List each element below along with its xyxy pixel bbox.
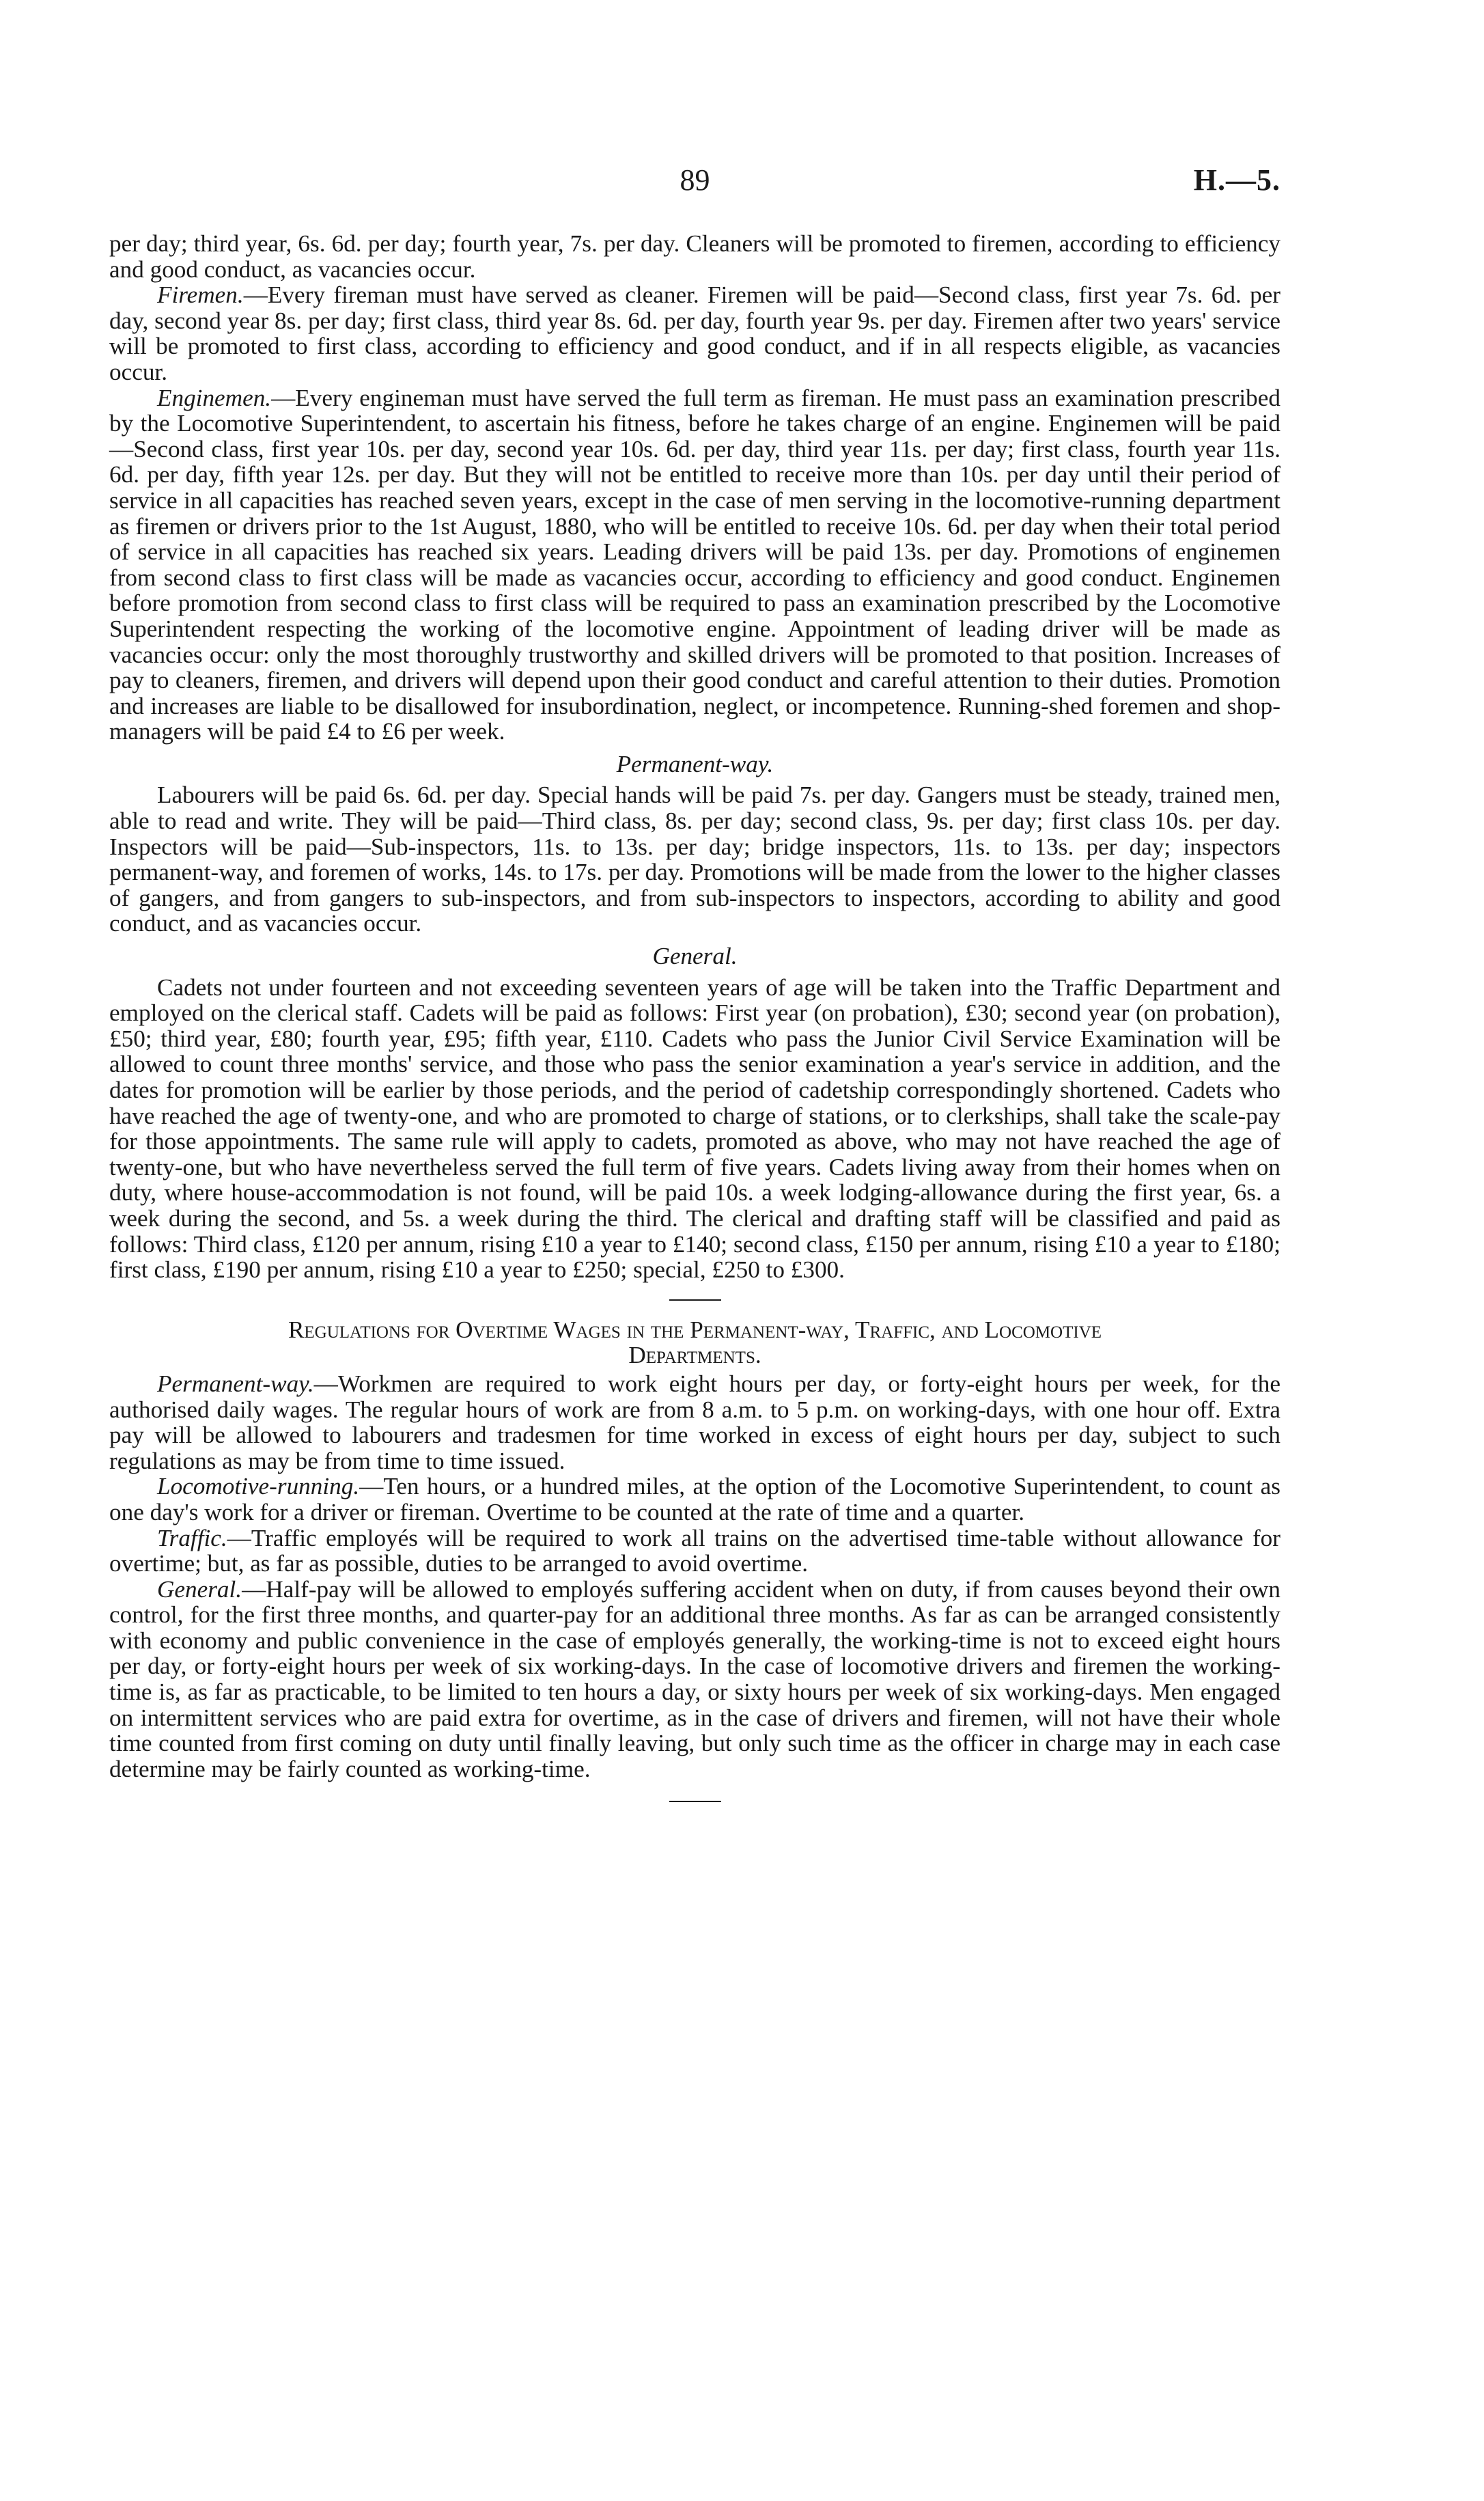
section-divider <box>669 1299 721 1301</box>
page-header <box>109 163 1280 204</box>
firemen-label: Firemen. <box>157 281 244 309</box>
heading-overtime-line-1: Regulations for Overtime Wages in the Permanent-way, Traffic, and Locomotive <box>288 1316 1102 1343</box>
paragraph-cadets: Cadets not under fourteen and not exceeding seventeen years of age will be taken into the Traffic Department and employed on the clerical staff. Cadets will be paid as follows: First year (on probation), £30; second year (on probation), £50; third year, £80; fourth year, £95; fifth year, £110. Cadets who pass the Junior Civil Service Examination will be allowed to count three months' service, and those who pass the senior examination a year's service in addition, and the dates for promotion will be earlier by those periods, and the period of cadetship correspondingly shortened. Cadets who have reached the age of twenty-one, and who are promoted to charge of stations, or to clerkships, shall take the scale-pay for those appointments. The same rule will apply to cadets, promoted as above, who may not have reached the age of twenty-one, but who have nevertheless served the full term of five years. Cadets living away from their homes when on duty, where house-accommodation is not found, will be paid 10s. a week lodging-allowance during the first year, 6s. a week during the second, and 5s. a week during the third. The clerical and drafting staff will be classified and paid as follows: Third class, £120 per annum, rising £10 a year to £140; second class, £150 per annum, rising £10 a year to £180; first class, £190 per annum, rising £10 a year to £250; special, £250 to £300. <box>109 973 1280 1284</box>
paragraph-overtime-general <box>109 1577 1280 1782</box>
heading-general: General. <box>652 943 738 970</box>
paragraph-overtime-permanent-way <box>109 1371 1280 1474</box>
heading-overtime-regulations <box>109 1317 1280 1368</box>
paragraph-overtime-locomotive <box>109 1474 1280 1525</box>
overtime-permanent-way-label: Permanent-way. <box>157 1370 314 1397</box>
page-body <box>109 231 1280 1819</box>
paragraph-overtime-traffic <box>109 1525 1280 1577</box>
overtime-traffic-text: —Traffic employés will be required to work all trains on the advertised time-table without allowance for overtime; but, as far as possible, duties to be arranged to avoid overtime. <box>109 1524 1280 1577</box>
end-divider <box>669 1801 721 1802</box>
paragraph-permanent-way: Labourers will be paid 6s. 6d. per day. Special hands will be paid 7s. per day. Gangers must be steady, trained men, able to read and write. They will be paid—Third class, 8s. per day; second class, 9s. per day; first class 10s. per day. Inspectors will be paid—Sub-inspectors, 11s. to 13s. per day; bridge inspectors, 11s. to 13s. per day; inspectors permanent-way, and foremen of works, 14s. to 17s. per day. Promotions will be made from the lower to the higher classes of gangers, and from gangers to sub-inspectors, and from sub-inspectors to inspectors, according to ability and good conduct, and as vacancies occur. <box>109 782 1280 937</box>
overtime-traffic-label: Traffic. <box>157 1524 227 1551</box>
enginemen-text: —Every engineman must have served the full term as fireman. He must pass an examination prescribed by the Locomotive Superintendent, to ascertain his fitness, before he takes charge of an engine. Enginemen will be paid—Second class, first year 10s. per day, second year 10s. 6d. per day, third year 11s. per day; first class, fourth year 11s. 6d. per day, fifth year 12s. per day. But they will not be entitled to receive more than 10s. per day until their period of service in all capacities has reached seven years, except in the case of men serving in the locomotive-running department as firemen or drivers prior to the 1st August, 1880, who will be entitled to receive 10s. 6d. per day when their total period of service in all capacities has reached six years. Leading drivers will be paid 13s. per day. Promotions of enginemen from second class to first class will be made as vacancies occur, according to efficiency and good conduct. Enginemen before promotion from second class to first class will be required to pass an examination prescribed by the Locomotive Superintendent respecting the working of the locomotive engine. Appointment of leading driver will be made as vacancies occur: only the most thoroughly trustworthy and skilled drivers will be promoted to that position. Increases of pay to cleaners, firemen, and drivers will depend upon their good conduct and careful attention to their duties. Promotion and increases are liable to be disallowed for insubordination, neglect, or incompetence. Running-shed foremen and shop-managers will be paid £4 to £6 per week. <box>109 384 1280 745</box>
heading-overtime-line-2: Departments. <box>628 1342 761 1369</box>
overtime-general-text: —Half-pay will be allowed to employés suffering accident when on duty, if from causes beyond their own control, for the first three months, and quarter-pay for an additional three months. As far as can be arranged consistently with economy and public convenience in the case of employés generally, the working-time is not to exceed eight hours per day, or forty-eight hours per week of six working-days. In the case of locomotive drivers and firemen the working-time is, as far as practicable, to be limited to ten hours a day, or sixty hours per week of six working-days. Men engaged on intermittent services who are paid extra for overtime, as in the case of drivers and firemen, will not have their whole time counted from first coming on duty until finally leaving, but only such time as the officer in charge may in each case determine may be fairly counted as working-time. <box>109 1575 1280 1782</box>
paragraph-cleaners-continued: per day; third year, 6s. 6d. per day; fourth year, 7s. per day. Cleaners will be promoted to firemen, according to efficiency and good conduct, as vacancies occur. <box>109 230 1280 283</box>
enginemen-label: Enginemen. <box>157 384 272 411</box>
overtime-locomotive-label: Locomotive-running. <box>157 1473 360 1500</box>
overtime-locomotive-text: —Ten hours, or a hundred miles, at the option of the Locomotive Superintendent, to count as one day's work for a driver or fireman. Overtime to be counted at the rate of time and a quarter. <box>109 1473 1280 1525</box>
paragraph-firemen <box>109 282 1280 385</box>
paragraph-enginemen <box>109 385 1280 745</box>
page-number: 89 <box>680 163 710 197</box>
heading-permanent-way: Permanent-way. <box>616 750 774 777</box>
overtime-general-label: General. <box>157 1575 242 1603</box>
overtime-permanent-way-text: —Workmen are required to work eight hours per day, or forty-eight hours per week, for the authorised daily wages. The regular hours of work are from 8 a.m. to 5 p.m. on working-days, with one hour off. Extra pay will be allowed to labourers and tradesmen for time worked in excess of eight hours per day, subject to such regulations as may be from time to time issued. <box>109 1370 1280 1474</box>
document-reference: H.—5. <box>1193 163 1280 197</box>
firemen-text: —Every fireman must have served as cleaner. Firemen will be paid—Second class, first year 7s. 6d. per day, second year 8s. per day; first class, third year 8s. 6d. per day, fourth year 9s. per day. Firemen after two years' service will be promoted to first class, according to efficiency and good conduct, and if in all respects eligible, as vacancies occur. <box>109 281 1280 385</box>
